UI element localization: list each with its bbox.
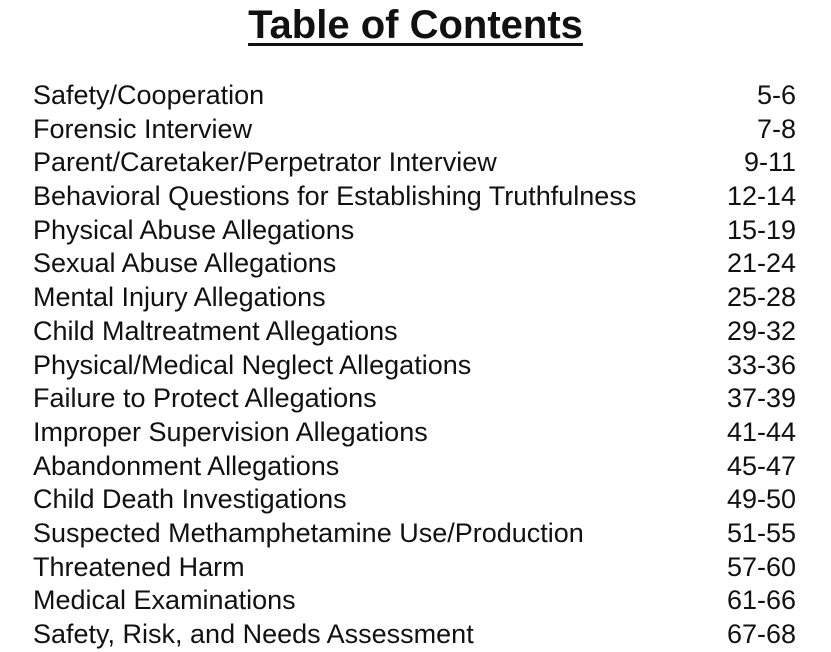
toc-entry-label: Forensic Interview — [33, 113, 253, 144]
toc-entry-pages: 7-8 — [756, 113, 796, 144]
toc-entry — [33, 382, 796, 416]
toc-entry-pages: 29-32 — [726, 315, 796, 346]
toc-entry-label: Safety, Risk, and Needs Assessment — [33, 619, 474, 649]
toc-entry — [33, 79, 796, 113]
toc-list — [33, 79, 796, 652]
toc-entry-label: Failure to Protect Allegations — [33, 383, 377, 414]
toc-entry-label: Sexual Abuse Allegations — [33, 248, 337, 279]
toc-entry-pages: 9-11 — [743, 147, 796, 178]
toc-entry-pages: 49-50 — [726, 484, 796, 515]
toc-entry — [33, 349, 796, 383]
toc-entry-label: Improper Supervision Allegations — [33, 416, 428, 447]
toc-entry-pages: 41-44 — [726, 416, 796, 447]
toc-entry-label: Behavioral Questions for Establishing Truthfulness — [33, 181, 637, 212]
toc-entry — [33, 180, 796, 214]
toc-entry — [33, 618, 796, 652]
page-title: Table of Contents — [248, 3, 583, 47]
toc-entry-label: Medical Examinations — [33, 585, 296, 616]
toc-entry-pages: 67-68 — [726, 619, 796, 649]
toc-entry-label: Child Death Investigations — [33, 484, 347, 515]
toc-entry-label: Physical/Medical Neglect Allegations — [33, 349, 472, 380]
toc-entry-label: Mental Injury Allegations — [33, 282, 326, 313]
toc-entry-pages: 33-36 — [726, 349, 796, 380]
toc-entry — [33, 584, 796, 618]
toc-entry-pages: 51-55 — [726, 517, 796, 548]
toc-entry — [33, 281, 796, 315]
toc-entry — [33, 113, 796, 147]
toc-entry-pages: 15-19 — [726, 214, 796, 245]
toc-entry — [33, 551, 796, 585]
toc-entry — [33, 247, 796, 281]
toc-entry-label: Suspected Methamphetamine Use/Production — [33, 517, 584, 548]
toc-entry — [33, 450, 796, 484]
toc-entry-label: Physical Abuse Allegations — [33, 214, 355, 245]
toc-entry — [33, 214, 796, 248]
toc-entry-pages: 21-24 — [726, 248, 796, 279]
toc-entry-pages: 25-28 — [726, 282, 796, 313]
toc-entry — [33, 416, 796, 450]
toc-entry-pages: 61-66 — [726, 585, 796, 616]
toc-entry — [33, 517, 796, 551]
toc-entry-pages: 12-14 — [726, 181, 796, 212]
toc-entry-label: Abandonment Allegations — [33, 450, 340, 481]
toc-entry — [33, 146, 796, 180]
toc-entry — [33, 483, 796, 517]
toc-entry-pages: 5-6 — [756, 80, 796, 110]
toc-entry-label: Child Maltreatment Allegations — [33, 315, 398, 346]
toc-entry-pages: 37-39 — [726, 383, 796, 414]
toc-entry-label: Safety/Cooperation — [33, 80, 265, 110]
toc-entry-pages: 57-60 — [726, 551, 796, 582]
toc-entry-label: Threatened Harm — [33, 551, 245, 582]
toc-entry-pages: 45-47 — [726, 450, 796, 481]
toc-entry-label: Parent/Caretaker/Perpetrator Interview — [33, 147, 497, 178]
toc-entry — [33, 315, 796, 349]
